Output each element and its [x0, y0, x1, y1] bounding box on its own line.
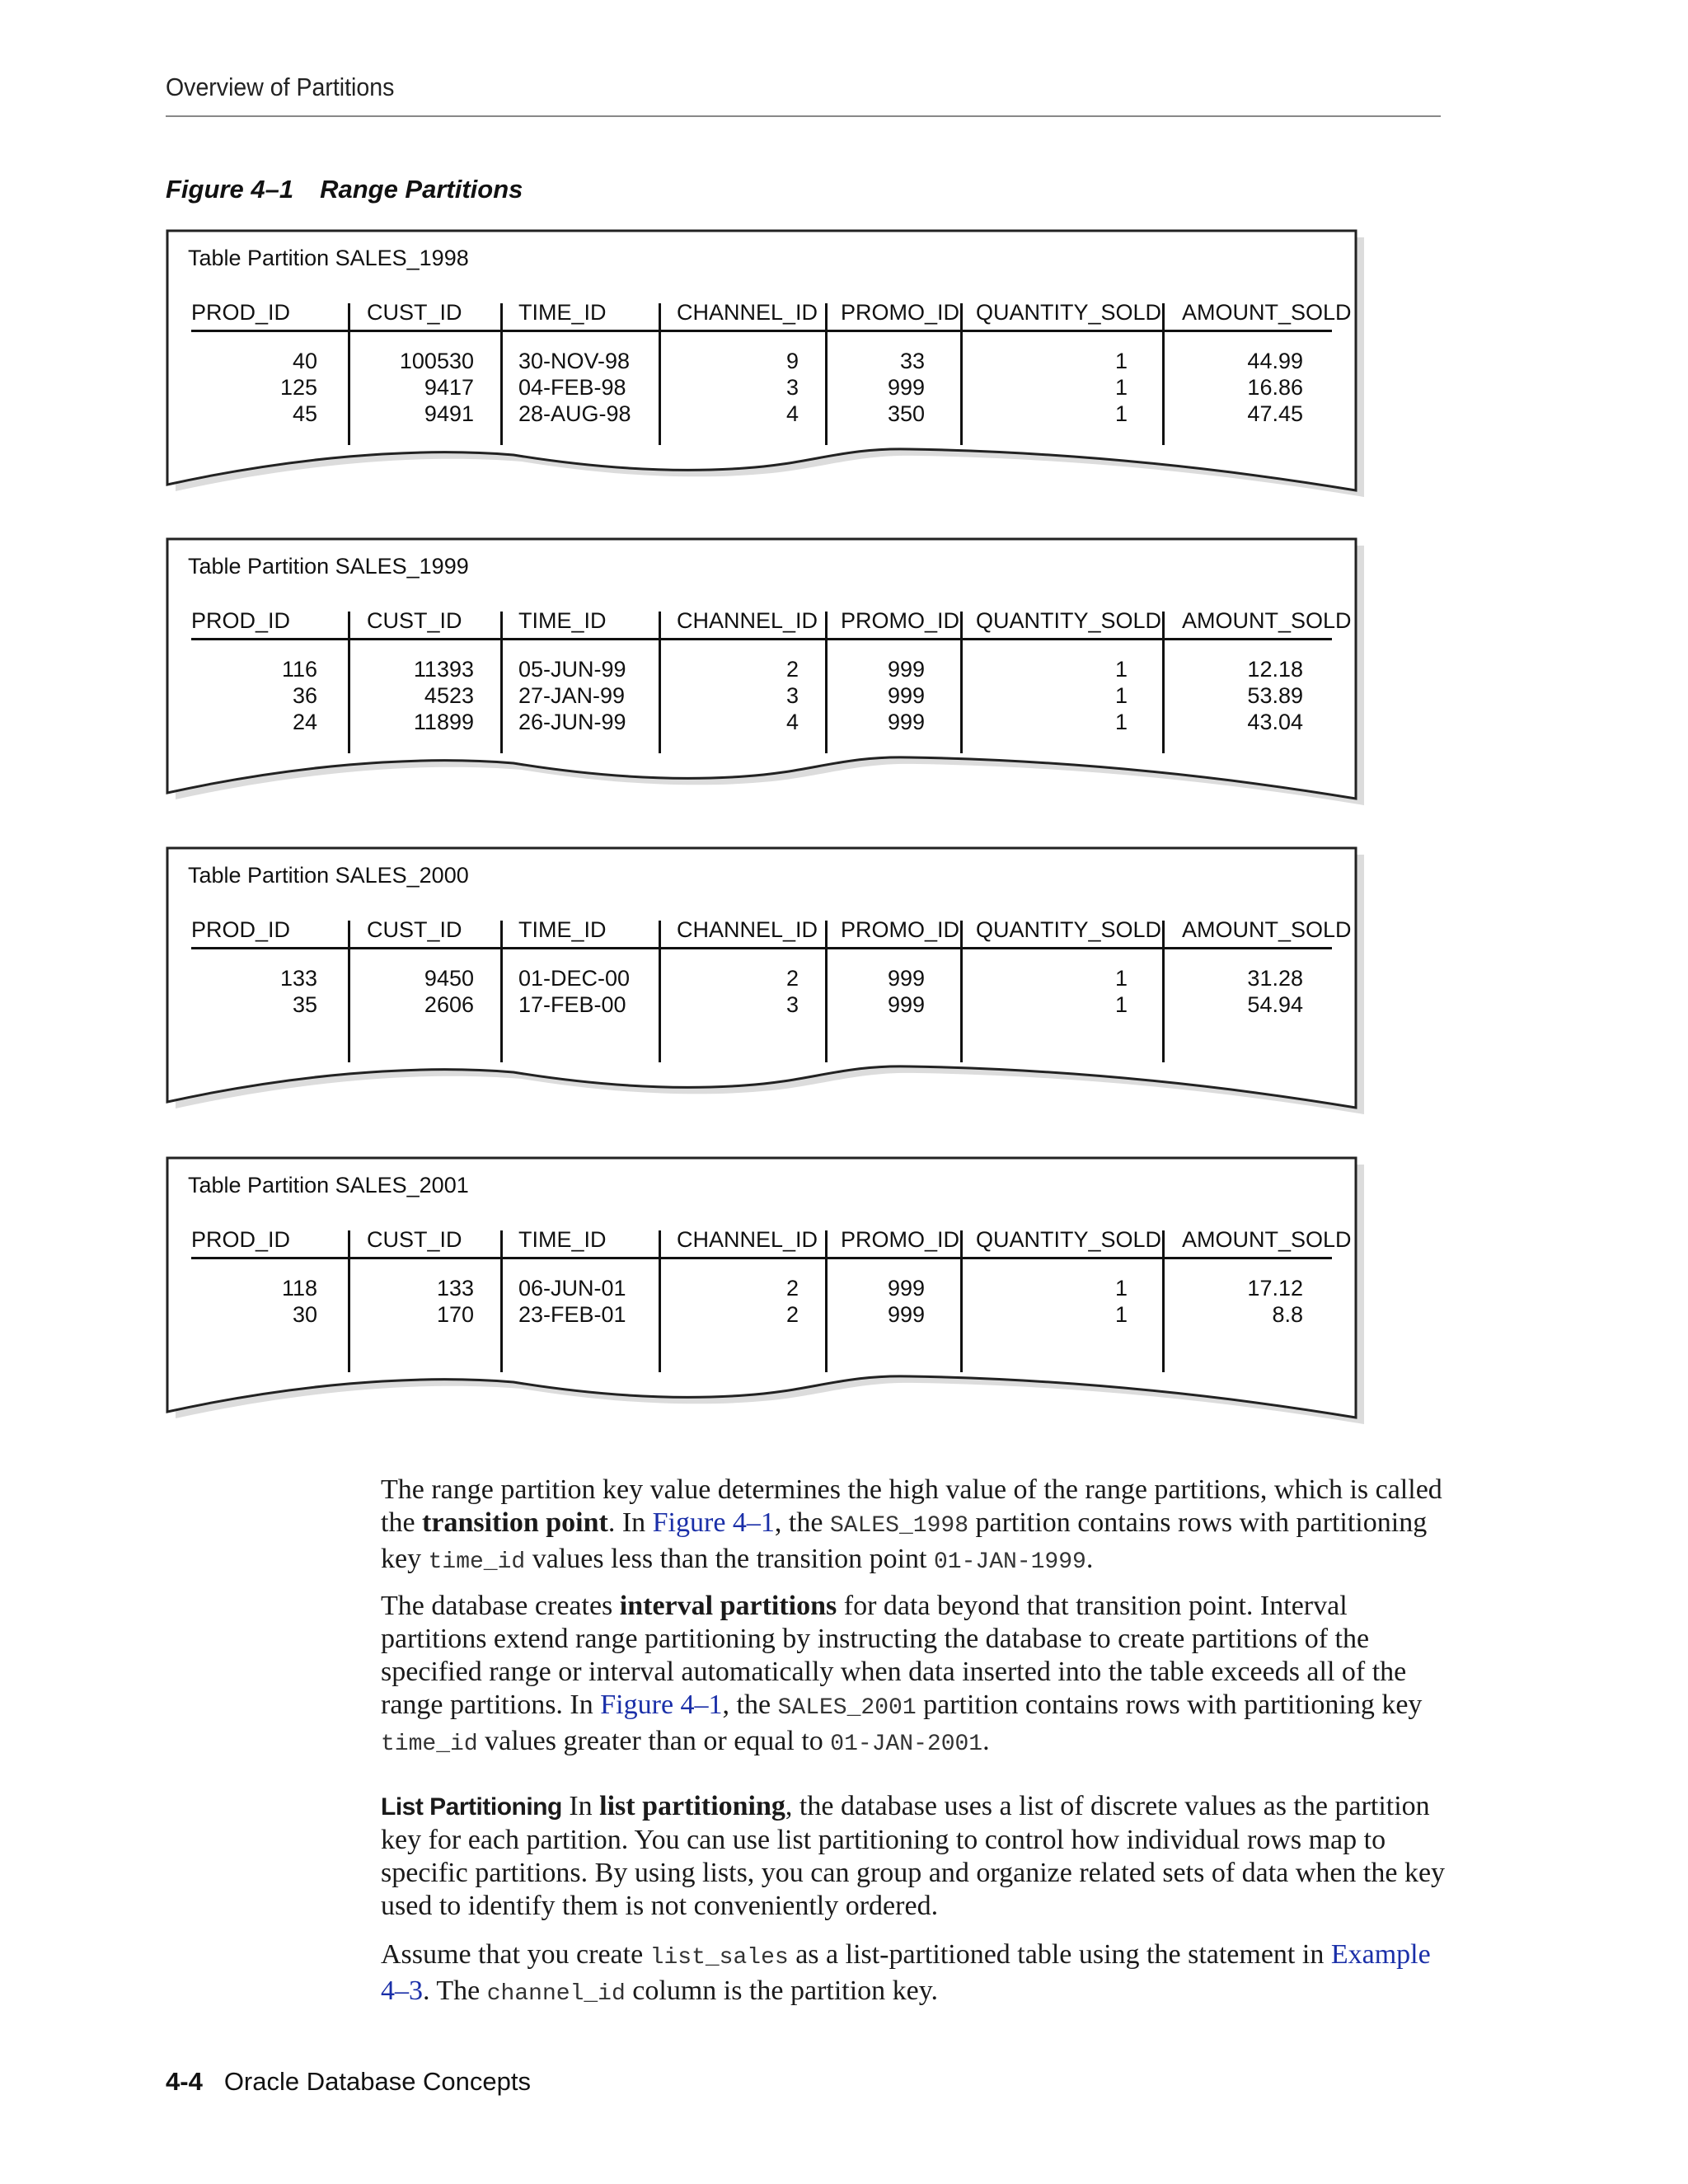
figure-caption	[166, 175, 523, 204]
code-channel-id: channel_id	[486, 1981, 626, 2007]
cell-channel-id: 2	[785, 657, 799, 682]
header-rule	[166, 115, 1441, 117]
paragraph-list-partitioning: List Partitioning In list partitioning, the database uses a list of discrete values as the partition key for each partition. You can use list partitioning to control how individual rows map to specific partitions. By using lists, you can group and organize related sets of data when the key used to identify them is not conveniently ordered.	[381, 1791, 1446, 1921]
column-header-quantity-sold: QUANTITY_SOLD	[976, 1227, 1162, 1252]
column-header-time-id: TIME_ID	[518, 1227, 607, 1252]
cell-amount-sold: 31.28	[1247, 966, 1303, 991]
cell-quantity-sold: 1	[1114, 1302, 1128, 1327]
cell-cust-id: 11393	[413, 657, 474, 682]
column-separator	[1162, 303, 1165, 445]
figure-4-1-link[interactable]: Figure 4–1	[652, 1507, 775, 1538]
cell-channel-id: 3	[785, 683, 799, 708]
cell-prod-id: 36	[292, 683, 317, 708]
header-rule	[191, 1257, 1332, 1259]
cell-prod-id: 40	[292, 349, 317, 373]
cell-prod-id: 133	[279, 966, 317, 991]
cell-cust-id: 4523	[424, 683, 474, 708]
page-footer	[166, 2067, 531, 2097]
column-separator	[659, 1230, 661, 1372]
paragraph-list-sales: Assume that you create list_sales as a list-partitioned table using the statement in Example 4–3. The channel_id column is the partition key.	[381, 1939, 1431, 2007]
figure-number: Figure 4–1	[166, 175, 294, 204]
partition-title: Table Partition SALES_1999	[188, 554, 469, 579]
column-header-time-id: TIME_ID	[518, 917, 607, 942]
partition-title: Table Partition SALES_1998	[188, 246, 469, 270]
column-header-promo-id: PROMO_ID	[841, 608, 960, 633]
column-header-amount-sold: AMOUNT_SOLD	[1182, 300, 1352, 325]
code-interval-date: 01-JAN-2001	[830, 1732, 983, 1757]
run-in-heading: List Partitioning	[381, 1793, 562, 1821]
cell-time-id: 27-JAN-99	[518, 683, 626, 708]
column-separator	[659, 921, 661, 1062]
cell-cust-id: 2606	[424, 992, 474, 1017]
column-header-prod-id: PROD_ID	[191, 1227, 291, 1252]
column-separator	[500, 1230, 503, 1372]
cell-time-id: 01-DEC-00	[518, 966, 631, 991]
paragraph-interval-partitions: The database creates interval partitions for data beyond that transition point. Interval partitions extend range partitioning by instructing the database to create partitions of the specified range or interval automatically when data inserted into the table exceeds all of the range partitions. In Figure 4–1, the SALES_2001 partition contains rows with partitioning key time_id values greater than or equal to 01-JAN-2001.	[381, 1591, 1423, 1757]
column-separator	[825, 1230, 828, 1372]
column-separator	[500, 612, 503, 753]
cell-channel-id: 3	[785, 375, 799, 400]
column-separator	[500, 303, 503, 445]
cell-channel-id: 2	[785, 1302, 799, 1327]
cell-quantity-sold: 1	[1114, 683, 1128, 708]
cell-promo-id: 999	[887, 992, 925, 1017]
term-list-partitioning: list partitioning	[599, 1791, 785, 1821]
cell-time-id: 04-FEB-98	[518, 375, 626, 400]
partition-title: Table Partition SALES_2000	[188, 863, 469, 888]
term-interval-partitions: interval partitions	[619, 1591, 837, 1621]
cell-cust-id: 100530	[399, 349, 474, 373]
running-header: Overview of Partitions	[166, 73, 395, 101]
column-separator	[348, 921, 350, 1062]
cell-channel-id: 4	[785, 710, 799, 734]
column-separator	[825, 612, 828, 753]
column-header-channel-id: CHANNEL_ID	[677, 917, 818, 942]
column-separator	[960, 921, 963, 1062]
header-rule	[191, 947, 1332, 949]
column-separator	[825, 303, 828, 445]
cell-quantity-sold: 1	[1114, 966, 1128, 991]
cell-amount-sold: 16.86	[1247, 375, 1303, 400]
cell-prod-id: 116	[281, 657, 317, 682]
cell-cust-id: 170	[436, 1302, 474, 1327]
column-header-quantity-sold: QUANTITY_SOLD	[976, 917, 1162, 942]
column-header-cust-id: CUST_ID	[367, 300, 462, 325]
column-header-channel-id: CHANNEL_ID	[677, 608, 818, 633]
column-separator	[659, 303, 661, 445]
column-header-amount-sold: AMOUNT_SOLD	[1182, 917, 1352, 942]
code-transition-date: 01-JAN-1999	[933, 1549, 1086, 1575]
partition-sales-1998	[167, 231, 1356, 497]
column-header-prod-id: PROD_ID	[191, 917, 291, 942]
header-rule	[191, 638, 1332, 640]
partition-title: Table Partition SALES_2001	[188, 1173, 469, 1197]
cell-channel-id: 4	[785, 401, 799, 426]
column-header-amount-sold: AMOUNT_SOLD	[1182, 608, 1352, 633]
cell-quantity-sold: 1	[1114, 401, 1128, 426]
cell-promo-id: 999	[887, 1276, 925, 1301]
column-header-amount-sold: AMOUNT_SOLD	[1182, 1227, 1352, 1252]
column-header-time-id: TIME_ID	[518, 608, 607, 633]
cell-prod-id: 45	[292, 401, 317, 426]
cell-time-id: 26-JUN-99	[518, 710, 626, 734]
cell-promo-id: 33	[899, 349, 925, 373]
cell-promo-id: 999	[887, 657, 925, 682]
code-time-id: time_id	[428, 1549, 526, 1575]
column-separator	[500, 921, 503, 1062]
cell-time-id: 28-AUG-98	[518, 401, 631, 426]
column-header-channel-id: CHANNEL_ID	[677, 300, 818, 325]
cell-amount-sold: 8.8	[1272, 1302, 1303, 1327]
cell-prod-id: 118	[281, 1276, 317, 1301]
column-separator	[825, 921, 828, 1062]
cell-channel-id: 9	[785, 349, 799, 373]
page-number: 4-4	[166, 2067, 203, 2096]
cell-promo-id: 999	[887, 966, 925, 991]
cell-cust-id: 9450	[424, 966, 474, 991]
cell-promo-id: 999	[887, 710, 925, 734]
column-header-promo-id: PROMO_ID	[841, 300, 960, 325]
cell-amount-sold: 17.12	[1247, 1276, 1303, 1301]
term-transition-point: transition point	[422, 1507, 608, 1538]
code-sales-2001: SALES_2001	[777, 1695, 917, 1721]
column-header-cust-id: CUST_ID	[367, 1227, 462, 1252]
cell-promo-id: 999	[887, 375, 925, 400]
cell-amount-sold: 47.45	[1247, 401, 1303, 426]
column-header-prod-id: PROD_ID	[191, 608, 291, 633]
cell-time-id: 17-FEB-00	[518, 992, 626, 1017]
column-separator	[960, 1230, 963, 1372]
code-sales-1998: SALES_1998	[829, 1513, 968, 1539]
cell-amount-sold: 54.94	[1247, 992, 1303, 1017]
header-rule	[191, 330, 1332, 332]
column-separator	[960, 303, 963, 445]
cell-cust-id: 133	[436, 1276, 474, 1301]
column-separator	[348, 612, 350, 753]
cell-prod-id: 24	[292, 710, 317, 734]
cell-quantity-sold: 1	[1114, 992, 1128, 1017]
cell-time-id: 06-JUN-01	[518, 1276, 626, 1301]
column-header-cust-id: CUST_ID	[367, 917, 462, 942]
cell-time-id: 05-JUN-99	[518, 657, 626, 682]
partition-sales-2000	[167, 848, 1356, 1114]
code-list-sales: list_sales	[649, 1945, 789, 1971]
cell-prod-id: 30	[292, 1302, 317, 1327]
cell-amount-sold: 12.18	[1247, 657, 1303, 682]
partition-sales-2001	[167, 1158, 1356, 1424]
column-separator	[1162, 1230, 1165, 1372]
column-separator	[960, 612, 963, 753]
cell-time-id: 30-NOV-98	[518, 349, 631, 373]
figure-title: Range Partitions	[320, 175, 523, 204]
cell-prod-id: 125	[279, 375, 317, 400]
column-header-promo-id: PROMO_ID	[841, 917, 960, 942]
cell-amount-sold: 43.04	[1247, 710, 1303, 734]
paragraph-transition-point: The range partition key value determines the high value of the range partitions, which is called the transition point. In Figure 4–1, the SALES_1998 partition contains rows with partitioning key time_id values less than the transition point 01-JAN-1999.	[381, 1474, 1442, 1575]
cell-cust-id: 9491	[424, 401, 474, 426]
cell-amount-sold: 53.89	[1247, 683, 1303, 708]
partition-sales-1999	[167, 539, 1356, 805]
column-header-cust-id: CUST_ID	[367, 608, 462, 633]
cell-quantity-sold: 1	[1114, 349, 1128, 373]
cell-quantity-sold: 1	[1114, 375, 1128, 400]
cell-channel-id: 3	[785, 992, 799, 1017]
cell-quantity-sold: 1	[1114, 710, 1128, 734]
column-separator	[1162, 612, 1165, 753]
cell-cust-id: 9417	[424, 375, 474, 400]
code-time-id: time_id	[381, 1732, 478, 1757]
cell-prod-id: 35	[292, 992, 317, 1017]
column-separator	[659, 612, 661, 753]
column-header-time-id: TIME_ID	[518, 300, 607, 325]
column-separator	[348, 1230, 350, 1372]
column-header-promo-id: PROMO_ID	[841, 1227, 960, 1252]
column-separator	[348, 303, 350, 445]
figure-4-1-link[interactable]: Figure 4–1	[600, 1690, 723, 1720]
cell-channel-id: 2	[785, 966, 799, 991]
cell-channel-id: 2	[785, 1276, 799, 1301]
column-header-quantity-sold: QUANTITY_SOLD	[976, 300, 1162, 325]
column-separator	[1162, 921, 1165, 1062]
cell-quantity-sold: 1	[1114, 1276, 1128, 1301]
cell-cust-id: 11899	[413, 710, 474, 734]
column-header-channel-id: CHANNEL_ID	[677, 1227, 818, 1252]
cell-promo-id: 350	[887, 401, 925, 426]
cell-amount-sold: 44.99	[1247, 349, 1303, 373]
cell-promo-id: 999	[887, 1302, 925, 1327]
example-4-3-link[interactable]: Example 4–3	[381, 1939, 1431, 2006]
book-title: Oracle Database Concepts	[223, 2067, 532, 2096]
cell-quantity-sold: 1	[1114, 657, 1128, 682]
cell-time-id: 23-FEB-01	[518, 1302, 626, 1327]
column-header-quantity-sold: QUANTITY_SOLD	[976, 608, 1162, 633]
column-header-prod-id: PROD_ID	[191, 300, 291, 325]
cell-promo-id: 999	[887, 683, 925, 708]
